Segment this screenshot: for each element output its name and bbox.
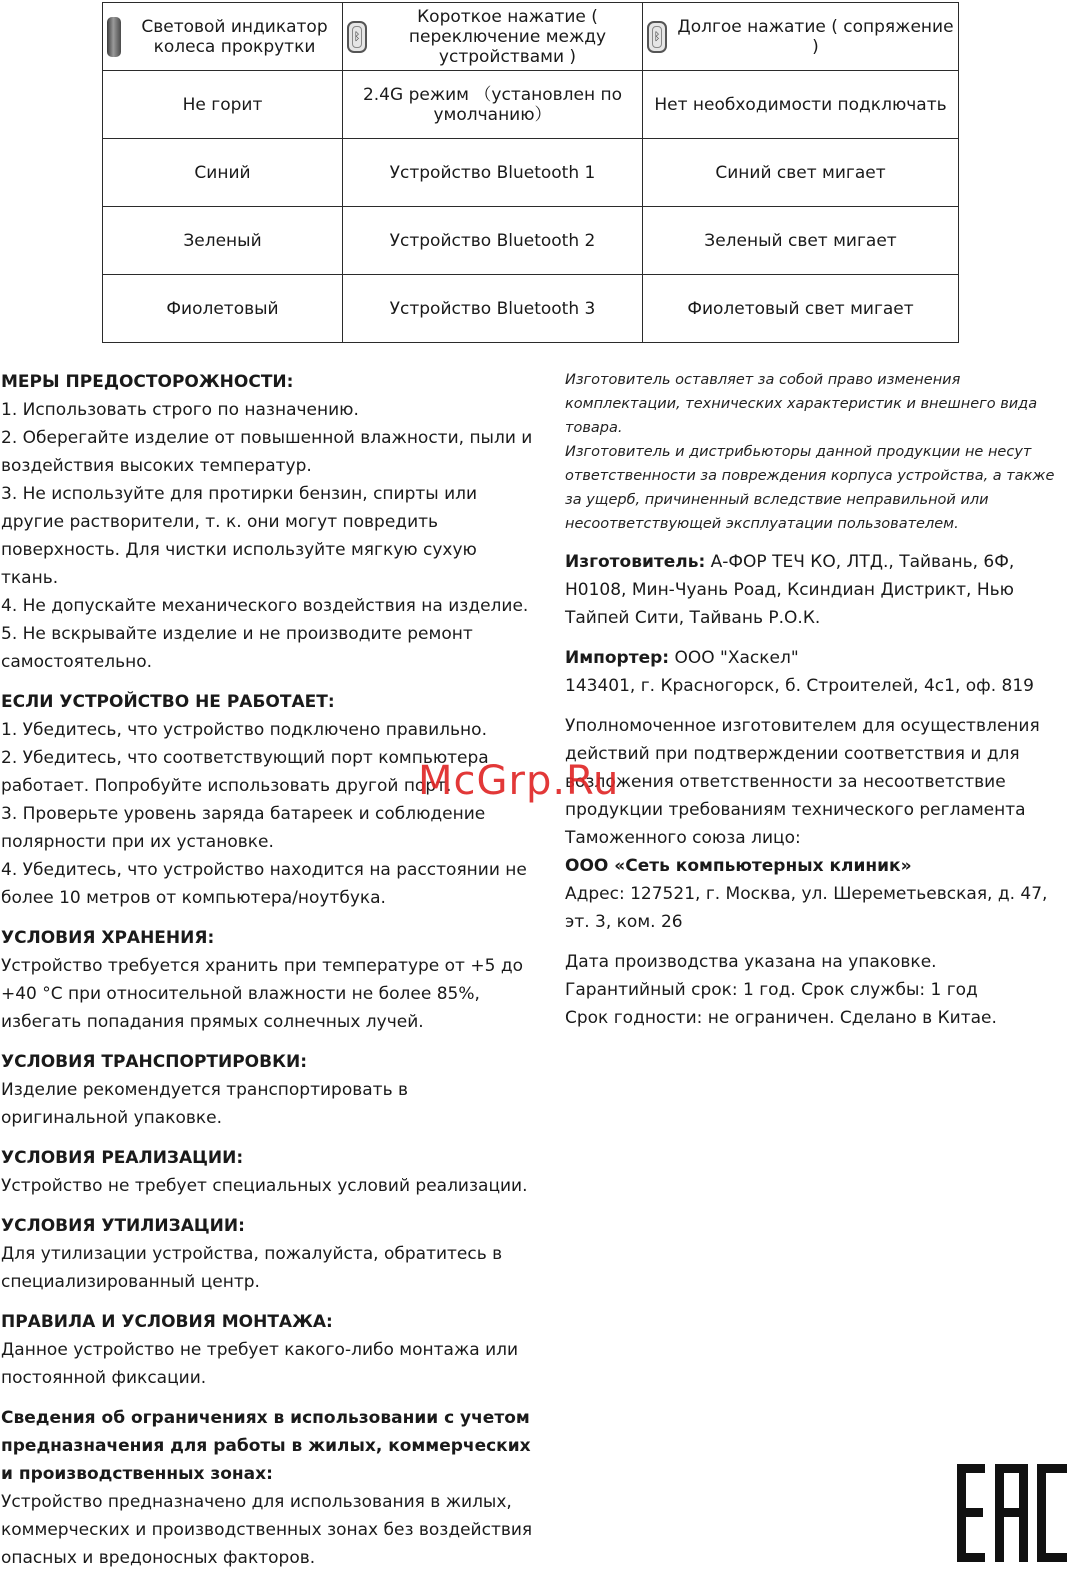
header-indicator-label: Световой индикатор колеса прокрутки: [141, 16, 328, 57]
production-date: Дата производства указана на упаковке.: [565, 952, 937, 972]
precautions-item: 3. Не используйте для протирки бензин, спирты или другие растворители, т. к. они могут повредить поверхность. Для чистки используйте мягкую сухую ткань.: [1, 484, 478, 588]
table-cell: Устройство Bluetooth 3: [343, 275, 643, 343]
watermark: McGrp.Ru: [418, 758, 620, 804]
table-cell: Синий: [103, 139, 343, 207]
precautions-item: 4. Не допускайте механического воздействия на изделие.: [1, 596, 529, 616]
storage-text: Устройство требуется хранить при температуре от +5 до +40 °С при относительной влажности не более 85%, избегать попадания прямых солнечных лучей.: [1, 956, 523, 1032]
header-short-press-label: Короткое нажатие ( переключение между устройствами ): [408, 6, 607, 67]
restrictions-text: Устройство предназначено для использования в жилых, коммерческих и производственных зонах без воздействия опасных и вредоносных факторов.: [1, 1492, 533, 1568]
mounting-text: Данное устройство не требует какого-либо монтажа или постоянной фиксации.: [1, 1340, 519, 1388]
left-column: [1, 368, 536, 1572]
header-long-press-label: Долгое нажатие ( сопряжение ): [677, 16, 954, 57]
importer-name: ООО "Хаскел": [674, 648, 799, 668]
precautions-heading: МЕРЫ ПРЕДОСТОРОЖНОСТИ:: [1, 372, 294, 392]
table-cell: Нет необходимости подключать: [643, 71, 959, 139]
notice-rights: Изготовитель оставляет за собой право изменения комплектации, технических характеристик и внешнего вида товара.: [565, 372, 1038, 436]
mounting-heading: ПРАВИЛА И УСЛОВИЯ МОНТАЖА:: [1, 1312, 333, 1332]
table-cell: Зеленый: [103, 207, 343, 275]
table-cell: Устройство Bluetooth 1: [343, 139, 643, 207]
table-cell: Фиолетовый: [103, 275, 343, 343]
precautions-item: 5. Не вскрывайте изделие и не производите ремонт самостоятельно.: [1, 624, 473, 672]
sales-text: Устройство не требует специальных условий реализации.: [1, 1176, 528, 1196]
not-working-item: 2. Убедитесь, что соответствующий порт компьютера работает. Попробуйте использовать другой порт.: [1, 748, 489, 796]
table-cell: Не горит: [103, 71, 343, 139]
importer-address: 143401, г. Красногорск, б. Строителей, 4с1, оф. 819: [565, 676, 1034, 696]
manufacturer-block: [565, 548, 1070, 632]
table-cell: 2.4G режим （установлен по умолчанию）: [343, 71, 643, 139]
disposal-text: Для утилизации устройства, пожалуйста, обратитесь в специализированный центр.: [1, 1244, 503, 1292]
table-row: [103, 275, 959, 343]
storage-heading: УСЛОВИЯ ХРАНЕНИЯ:: [1, 928, 215, 948]
bluetooth-button-icon: ᛒ: [347, 21, 367, 53]
manufacturer-text: А-ФОР ТЕЧ КО, ЛТД., Тайвань, 6Ф, Н0108, Мин-Чуань Роад, Ксиндиан Дистрикт, Нью Тайпей Сити, Тайвань Р.О.К.: [565, 552, 1015, 628]
not-working-item: 3. Проверьте уровень заряда батареек и соблюдение полярности при их установке.: [1, 804, 486, 852]
not-working-item: 1. Убедитесь, что устройство подключено правильно.: [1, 720, 487, 740]
header-indicator: [103, 3, 343, 71]
bluetooth-button-icon: ᛒ: [647, 21, 667, 53]
scroll-wheel-icon: [107, 17, 121, 57]
manufacturer-label: Изготовитель:: [565, 552, 706, 572]
header-short-press: [343, 3, 643, 71]
disposal-heading: УСЛОВИЯ УТИЛИЗАЦИИ:: [1, 1216, 245, 1236]
table-cell: Зеленый свет мигает: [643, 207, 959, 275]
not-working-heading: ЕСЛИ УСТРОЙСТВО НЕ РАБОТАЕТ:: [1, 692, 335, 712]
notice-liability: Изготовитель и дистрибьюторы данной продукции не несут ответственности за повреждения корпуса устройства, а также за ущерб, причиненный вследствие неправильной или несоответствующей эксплуатации пользователем.: [565, 444, 1055, 532]
authorized-text: Уполномоченное изготовителем для осуществления действий при подтверждении соответствия и для возложения ответственности за несоответствие продукции требованиям технического регламента Таможенного союза лицо:: [565, 716, 1040, 848]
transport-heading: УСЛОВИЯ ТРАНСПОРТИРОВКИ:: [1, 1052, 308, 1072]
precautions-item: 2. Оберегайте изделие от повышенной влажности, пыли и воздействия высоких температур.: [1, 428, 533, 476]
table-cell: Устройство Bluetooth 2: [343, 207, 643, 275]
not-working-item: 4. Убедитесь, что устройство находится на расстоянии не более 10 метров от компьютера/ноутбука.: [1, 860, 527, 908]
authorized-address: Адрес: 127521, г. Москва, ул. Шереметьевская, д. 47, эт. 3, ком. 26: [565, 884, 1048, 932]
table-row: [103, 71, 959, 139]
importer-block: [565, 644, 1070, 672]
table-header-row: [103, 3, 959, 71]
right-column: [565, 368, 1070, 1032]
precautions-item: 1. Использовать строго по назначению.: [1, 400, 359, 420]
table-row: [103, 139, 959, 207]
warranty-text: Гарантийный срок: 1 год. Срок службы: 1 год: [565, 980, 978, 1000]
table-row: [103, 207, 959, 275]
eac-mark-icon: [955, 1462, 1069, 1564]
importer-label: Импортер:: [565, 648, 670, 668]
table-cell: Синий свет мигает: [643, 139, 959, 207]
indicator-modes-table: [102, 2, 959, 343]
transport-text: Изделие рекомендуется транспортировать в оригинальной упаковке.: [1, 1080, 409, 1128]
header-long-press: [643, 3, 959, 71]
table-cell: Фиолетовый свет мигает: [643, 275, 959, 343]
authorized-name: ООО «Сеть компьютерных клиник»: [565, 856, 912, 876]
sales-heading: УСЛОВИЯ РЕАЛИЗАЦИИ:: [1, 1148, 244, 1168]
restrictions-heading: Сведения об ограничениях в использовании с учетом предназначения для работы в жилых, коммерческих и производственных зонах:: [1, 1408, 531, 1484]
shelf-life-text: Срок годности: не ограничен. Сделано в Китае.: [565, 1008, 997, 1028]
